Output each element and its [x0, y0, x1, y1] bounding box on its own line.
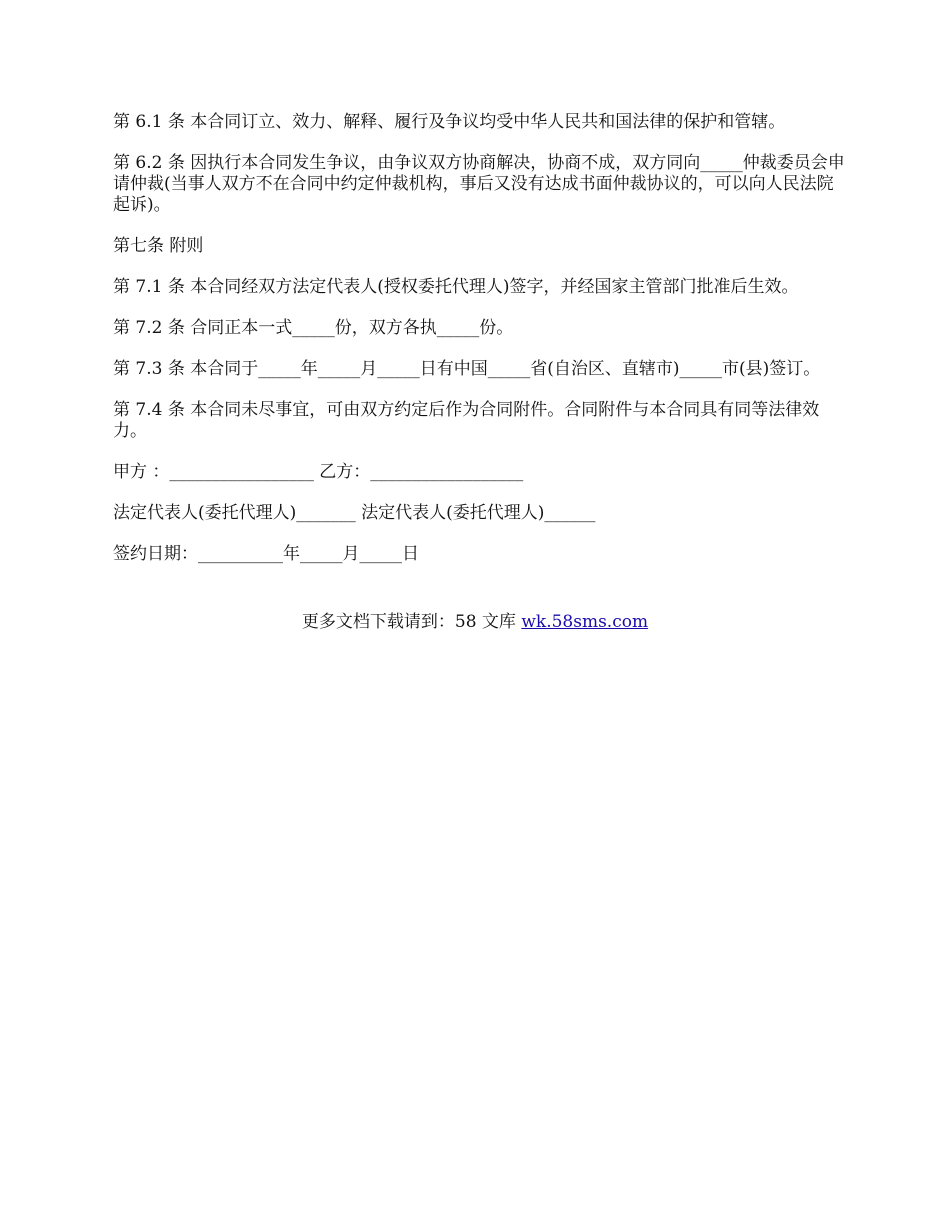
clause-7-3: 第 7.3 条 本合同于_____年_____月_____日有中国_____省(自治区、直辖市)_____市(县)签订。 [113, 359, 821, 379]
footer-link[interactable]: wk.58sms.com [521, 612, 649, 632]
clause-6-1: 第 6.1 条 本合同订立、效力、解释、履行及争议均受中华人民共和国法律的保护和管辖。 [113, 112, 786, 132]
clause-6-2: 第 6.2 条 因执行本合同发生争议，由争议双方协商解决，协商不成，双方同向_____仲裁委员会申请仲裁(当事人双方不在合同中约定仲裁机构，事后又没有达成书面仲裁协议的，可以向人民法院起诉)。 [113, 153, 845, 215]
signing-date-line: 签约日期：__________年_____月_____日 [113, 544, 419, 564]
document-body [113, 112, 848, 585]
clause-7-4: 第 7.4 条 本合同未尽事宜，可由双方约定后作为合同附件。合同附件与本合同具有同等法律效力。 [113, 400, 820, 441]
article-7-heading: 第七条 附则 [113, 236, 204, 256]
party-signature-line: 甲方 ：_________________ 乙方：__________________ [113, 462, 524, 482]
representative-line: 法定代表人(委托代理人)_______ 法定代表人(委托代理人)______ [113, 503, 596, 523]
clause-7-2: 第 7.2 条 合同正本一式_____份，双方各执_____份。 [113, 318, 514, 338]
clause-7-1: 第 7.1 条 本合同经双方法定代表人(授权委托代理人)签字，并经国家主管部门批准后生效。 [113, 277, 799, 297]
footer-text: 更多文档下载请到：58 文库 [301, 612, 522, 632]
download-footer [0, 612, 950, 633]
